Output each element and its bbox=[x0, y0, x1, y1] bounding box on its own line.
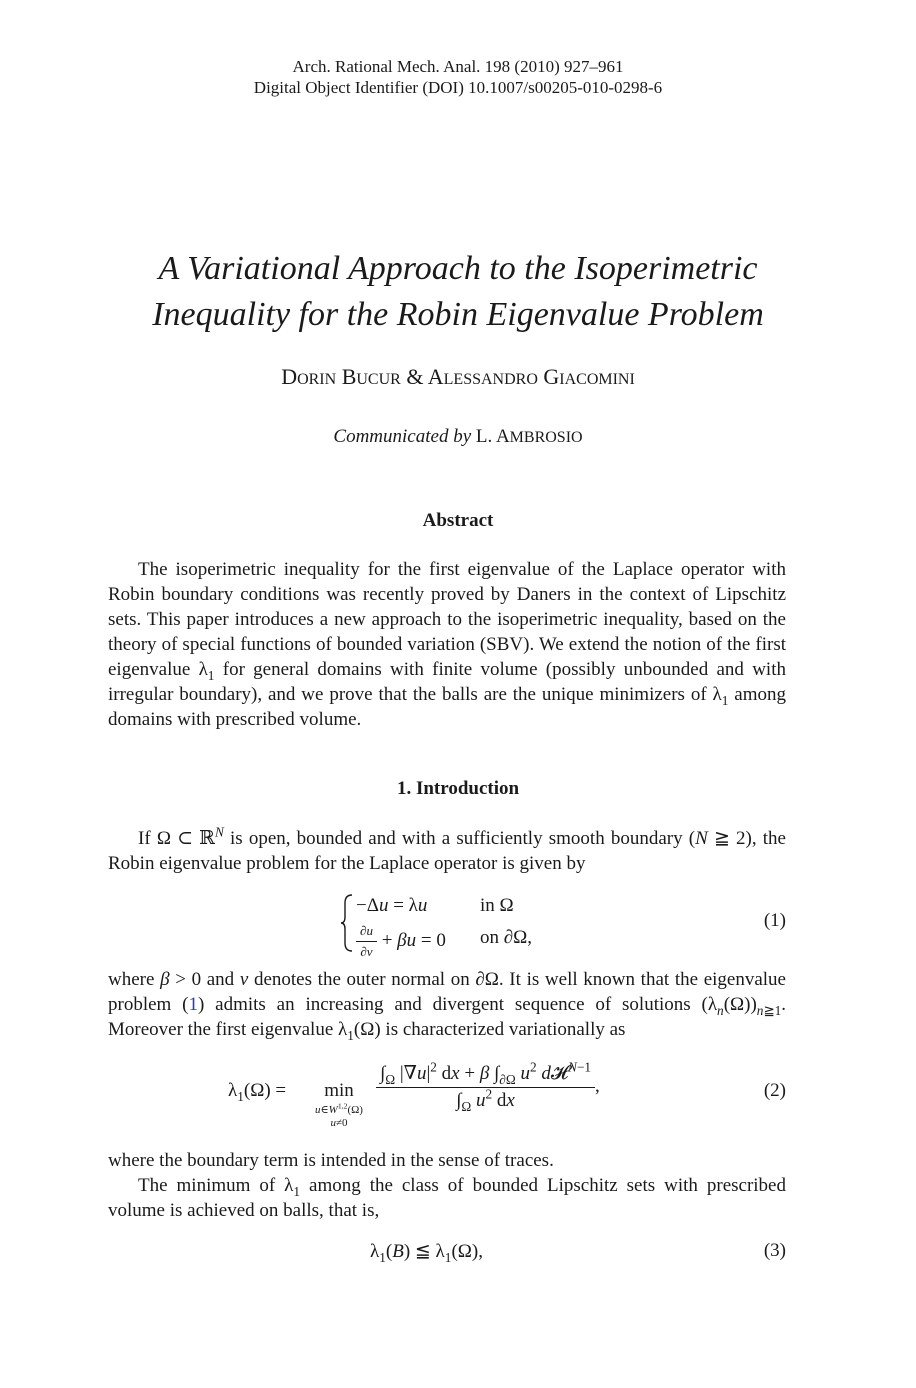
left-brace bbox=[340, 893, 354, 953]
equation-2: $\lambda_1(\Omega)$ = min $u\in W^{1,2}(\Omega)$ u≠0 $\frac{\int_\Omega |\nabla u|^2 dx + \beta \int_{\partial\Omega} u^2 d𝓗^{N-1}}{\int_\Omega u^2 dx}$ , bbox=[228, 1059, 600, 1129]
intro-paragraph-4: The minimum of $\lambda_1$ among the class of bounded Lipschitz sets with prescribed volume is achieved on balls, that is, bbox=[108, 1175, 786, 1221]
title-line-2: Inequality for the Robin Eigenvalue Problem bbox=[152, 296, 764, 333]
section-heading-introduction: 1. Introduction bbox=[396, 778, 520, 799]
authors: DORIN BUCUR & ALESSANDRO GIACOMINI bbox=[281, 364, 635, 389]
abstract-text: The isoperimetric inequality for the first eigenvalue of the Laplace operator with Robin boundary conditions was recently proved by Daners in the context of Lipschitz sets. This paper introduces a new approach to the isoperimetric inequality, based on the theory of special functions of bounded variation (SBV). We extend the notion of the first eigenvalue $\lambda_1$ for general domains with finite volume (possibly unbounded and with irregular boundary), and we prove that the balls are the unique minimizers of $\lambda_1$ among domains with prescribed volume. bbox=[108, 559, 786, 730]
equation-3: $\lambda_1(B)$ ≦ $\lambda_1(\Omega)$, bbox=[370, 1241, 483, 1265]
intro-paragraph-2: where β > 0 and ν denotes the outer normal on ∂Ω. It is well known that the eigenvalue problem (1) admits an increasing and divergent sequence of solutions $(\lambda_n(\Omega))_{n≧1}$. Moreover the first eigenvalue $\lambda_1(\Omega)$ is characterized variationally as bbox=[108, 969, 786, 1043]
abstract-heading: Abstract bbox=[422, 510, 494, 531]
equation-1-link[interactable]: 1 bbox=[188, 994, 198, 1015]
equation-3-number: (3) bbox=[763, 1240, 786, 1261]
title-line-1: A Variational Approach to the Isoperimetric bbox=[158, 250, 758, 287]
journal-citation: Arch. Rational Mech. Anal. 198 (2010) 927–961 bbox=[292, 57, 624, 76]
intro-paragraph-1: If Ω ⊂ ℝ$^N$ is open, bounded and with a sufficiently smooth boundary (N ≧ 2), the Robin eigenvalue problem for the Laplace operator is given by bbox=[108, 824, 786, 874]
paper-title bbox=[0, 246, 916, 338]
journal-header bbox=[0, 56, 916, 98]
doi-line: Digital Object Identifier (DOI) 10.1007/s00205-010-0298-6 bbox=[253, 78, 663, 97]
communicated-by: Communicated by L. AMBROSIO bbox=[333, 426, 583, 447]
equation-1-number: (1) bbox=[763, 910, 786, 931]
intro-paragraph-3: where the boundary term is intended in the sense of traces. bbox=[108, 1150, 554, 1171]
equation-2-number: (2) bbox=[763, 1080, 786, 1101]
equation-1: −Δu = λu in Ω $\frac{\partial u}{\partial\nu}$ + βu = 0 on ∂Ω, bbox=[340, 893, 600, 953]
